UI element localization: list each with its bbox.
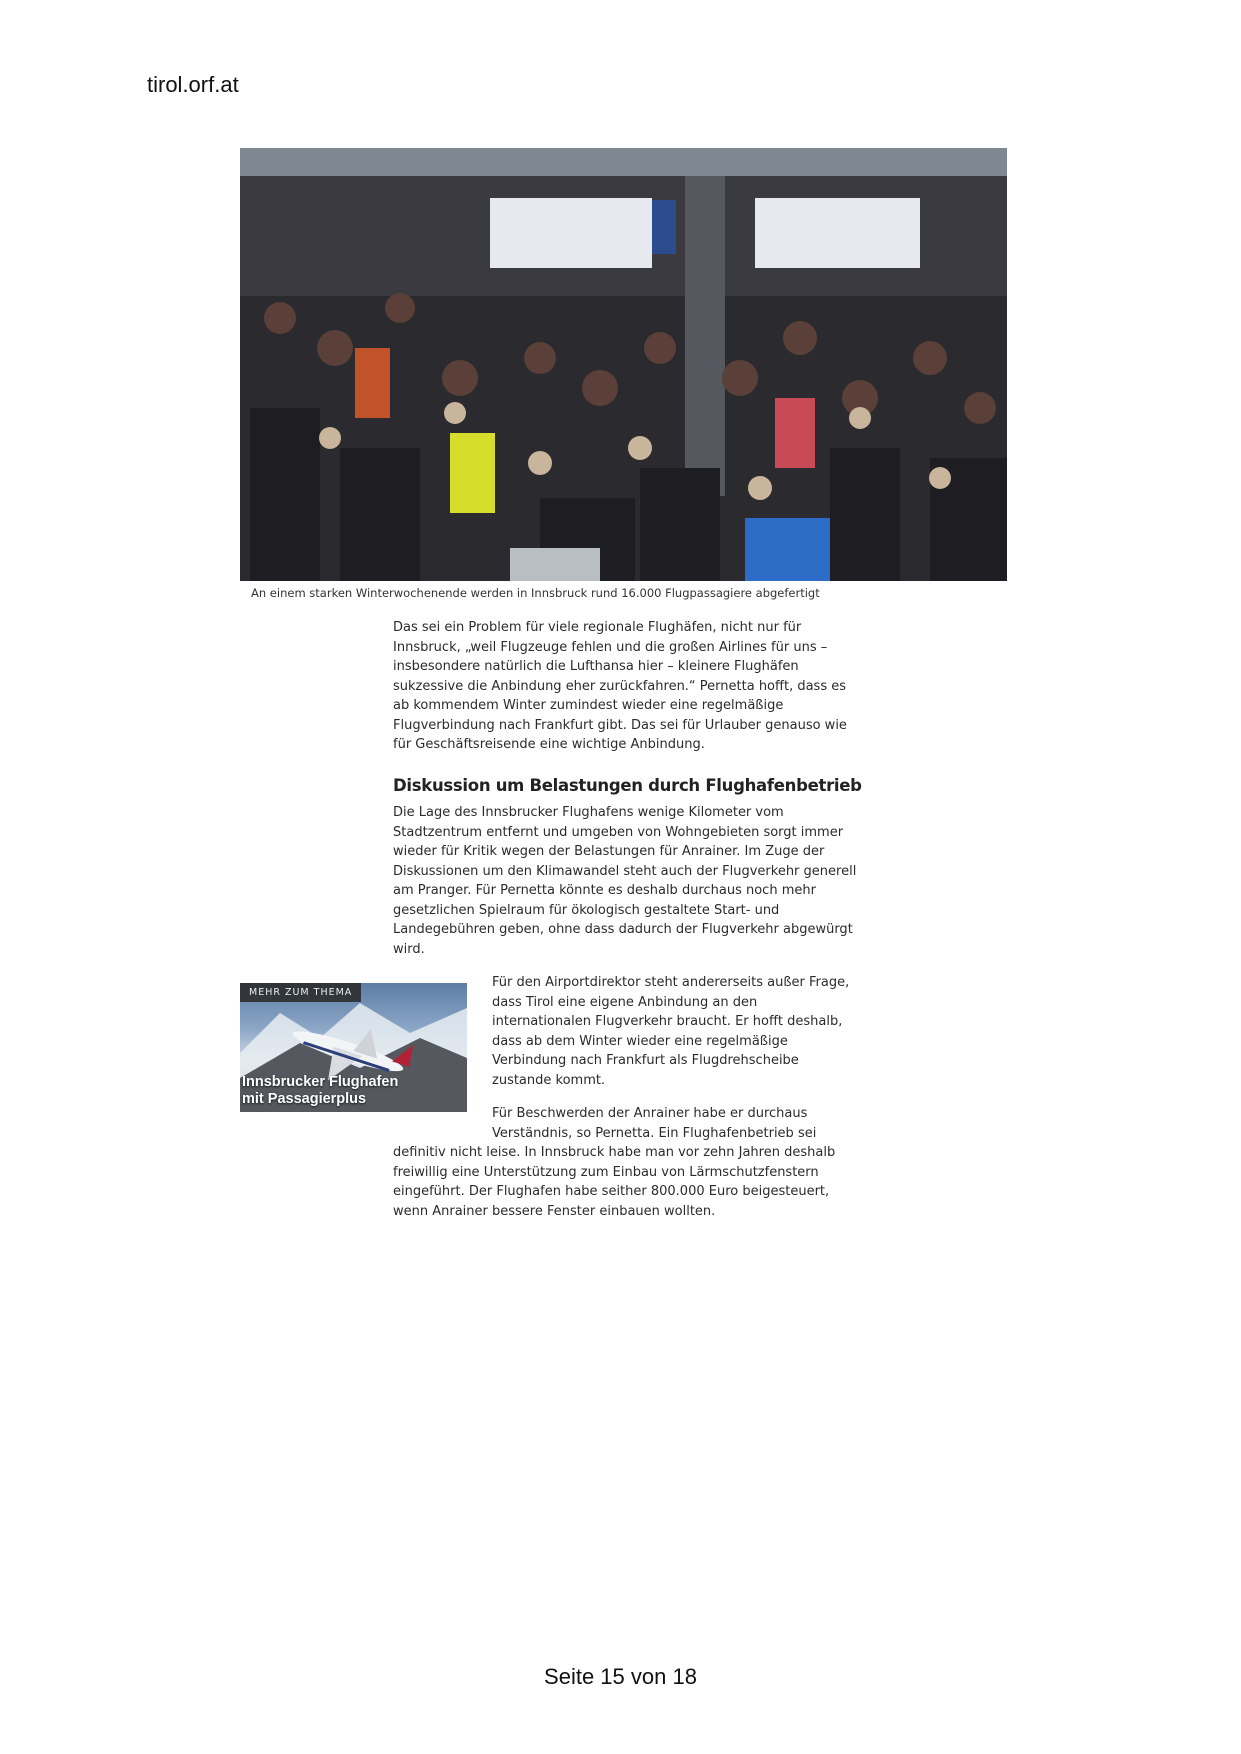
article-paragraph-1 <box>393 618 858 755</box>
article-paragraph-4a <box>492 1104 862 1143</box>
paragraph-text: Das sei ein Problem für viele regionale Flughäfen, nicht nur für Innsbruck, „weil Flugzeuge fehlen und die großen Airlines für uns – insbesondere natürlich die Lufthansa hier – kleinere Flughäfen sukzessive die Anbindung eher zurückfahren.“ Pernetta hofft, dass es ab kommendem Winter zumindest wieder eine regelmäßige Flugverbindung nach Frankfurt gibt. Das sei für Urlauber genauso wie für Geschäftsreisende eine wichtige Anbindung. <box>393 620 847 752</box>
image-caption: An einem starken Winterwochenende werden in Innsbruck rund 16.000 Flugpassagiere abgefertigt <box>251 586 820 600</box>
page-number: Seite 15 von 18 <box>544 1664 697 1689</box>
related-article-teaser[interactable] <box>240 983 467 1112</box>
teaser-badge: MEHR ZUM THEMA <box>240 983 361 1002</box>
paragraph-text: Für den Airportdirektor steht andererseits außer Frage, dass Tirol eine eigene Anbindung an den internationalen Flugverkehr braucht. Er hofft deshalb, dass ab dem Winter wieder eine regelmäßige Verbindung nach Frankfurt als Flugdrehscheibe zustande kommt. <box>492 975 850 1088</box>
article-paragraph-4b <box>393 1143 863 1221</box>
site-header: tirol.orf.at <box>147 72 239 97</box>
paragraph-text: definitiv nicht leise. In Innsbruck habe man vor zehn Jahren deshalb freiwillig eine Unterstützung zum Einbau von Lärmschutzfenstern eingeführt. Der Flughafen habe seither 800.000 Euro beigesteuert, wenn Anrainer bessere Fenster einbauen wollten. <box>393 1145 836 1219</box>
article-paragraph-2 <box>393 803 858 959</box>
section-heading: Diskussion um Belastungen durch Flughafenbetrieb <box>393 776 862 795</box>
paragraph-text: Die Lage des Innsbrucker Flughafens wenige Kilometer vom Stadtzentrum entfernt und umgeben von Wohngebieten sorgt immer wieder für Kritik wegen der Belastungen für Anrainer. Im Zuge der Diskussionen um den Klimawandel steht auch der Flugverkehr generell am Pranger. Für Pernetta könnte es deshalb durchaus noch mehr gesetzlichen Spielraum für ökologisch gestaltete Start- und Landegebühren geben, ohne dass dadurch der Flugverkehr abgewürgt wird. <box>393 805 857 957</box>
hero-image <box>240 148 1007 581</box>
crowd-photo-illustration <box>240 148 1007 581</box>
article-paragraph-3 <box>492 973 862 1090</box>
teaser-title[interactable]: Innsbrucker Flughafen mit Passagierplus <box>242 1074 399 1107</box>
paragraph-text: Für Beschwerden der Anrainer habe er durchaus Verständnis, so Pernetta. Ein Flughafenbetrieb sei <box>492 1106 817 1141</box>
